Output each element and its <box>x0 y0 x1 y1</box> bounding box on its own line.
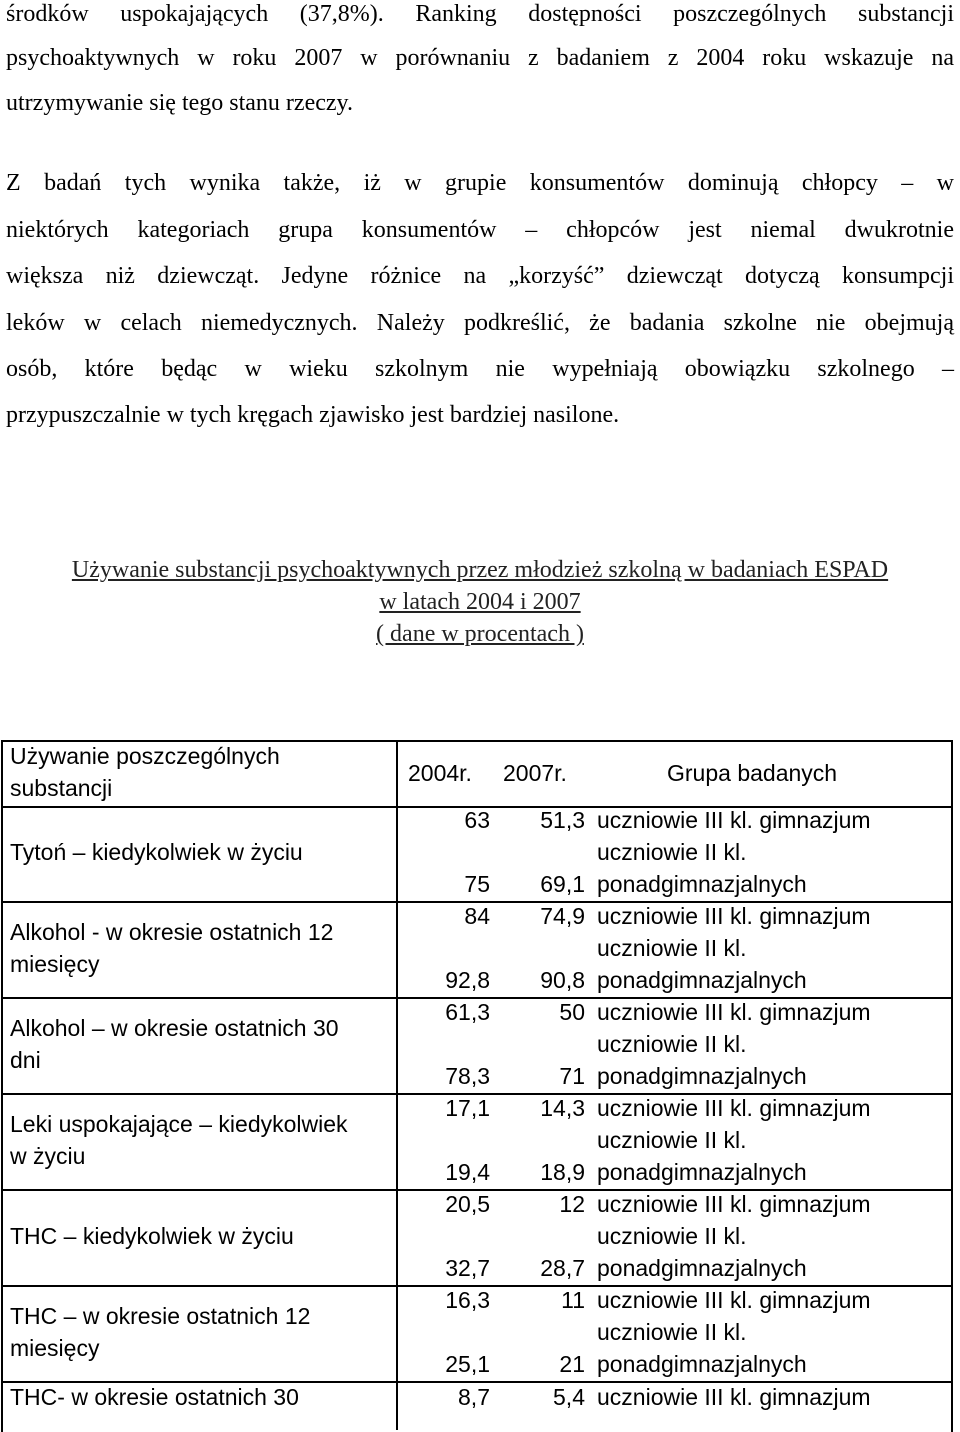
value-2007: 90,8 <box>540 967 585 993</box>
paragraph-2-line-2: niektórych kategoriach grupa konsumentów – chłopców jest niemal dwukrotnie <box>6 217 954 243</box>
paragraph-2-line-1: Z badań tych wynika także, iż w grupie konsumentów dominują chłopcy – w <box>6 170 954 196</box>
value-2007: 21 <box>559 1351 585 1377</box>
paragraph-1-line-2: psychoaktywnych w roku 2007 w porównaniu z badaniem z 2004 roku wskazuje na <box>6 45 954 71</box>
group-label: uczniowie II kl. <box>597 1223 747 1249</box>
value-2004: 17,1 <box>445 1095 490 1121</box>
paragraph-2-line-6: przypuszczalnie w tych kręgach zjawisko jest bardziej nasilone. <box>6 402 620 428</box>
value-2004: 25,1 <box>445 1351 490 1377</box>
row-label: Tytoń – kiedykolwiek w życiu <box>10 839 303 865</box>
paragraph-2-line-4: leków w celach niemedycznych. Należy podkreślić, że badania szkolne nie obejmują <box>6 310 954 336</box>
group-label: uczniowie III kl. gimnazjum <box>597 999 871 1025</box>
paragraph-2-line-5: osób, które będąc w wieku szkolnym nie wypełniają obowiązku szkolnego – <box>6 356 954 382</box>
group-label-cont: ponadgimnazjalnych <box>597 967 807 993</box>
paragraph-1-line-3: utrzymywanie się tego stanu rzeczy. <box>6 90 353 116</box>
value-2007: 5,4 <box>553 1384 585 1410</box>
value-2007: 51,3 <box>540 807 585 833</box>
header-group: Grupa badanych <box>667 760 838 786</box>
value-2004: 20,5 <box>445 1191 490 1217</box>
value-2004: 61,3 <box>445 999 490 1025</box>
group-label-cont: ponadgimnazjalnych <box>597 1255 807 1281</box>
group-label: uczniowie II kl. <box>597 935 747 961</box>
value-2007: 11 <box>561 1287 585 1313</box>
table-column-divider <box>396 740 398 1430</box>
value-2004: 78,3 <box>445 1063 490 1089</box>
value-2007: 18,9 <box>540 1159 585 1185</box>
group-label: uczniowie III kl. gimnazjum <box>597 1095 871 1121</box>
paragraph-2-line-3: większa niż dziewcząt. Jedyne różnice na „korzyść” dziewcząt dotyczą konsumpcji <box>6 263 954 289</box>
group-label-cont: ponadgimnazjalnych <box>597 1159 807 1185</box>
row-label: Leki uspokajające – kiedykolwiek w życiu <box>10 1111 348 1169</box>
group-label: uczniowie II kl. <box>597 1127 747 1153</box>
value-2007: 71 <box>559 1063 585 1089</box>
group-label: uczniowie II kl. <box>597 839 747 865</box>
row-label: Alkohol - w okresie ostatnich 12 miesięcy <box>10 919 334 977</box>
value-2004: 32,7 <box>445 1255 490 1281</box>
table-title-line-2: w latach 2004 i 2007 <box>379 589 581 615</box>
row-label: THC- w okresie ostatnich 30 <box>10 1384 299 1410</box>
value-2004: 19,4 <box>445 1159 490 1185</box>
value-2007: 69,1 <box>540 871 585 897</box>
row-label: THC – w okresie ostatnich 12 miesięcy <box>10 1303 311 1361</box>
row-label: Alkohol – w okresie ostatnich 30 dni <box>10 1015 339 1073</box>
group-label: uczniowie III kl. gimnazjum <box>597 1287 871 1313</box>
value-2007: 28,7 <box>540 1255 585 1281</box>
table-title-line-3: ( dane w procentach ) <box>376 621 584 647</box>
header-substance: Używanie poszczególnych substancji <box>10 743 280 801</box>
group-label-cont: ponadgimnazjalnych <box>597 871 807 897</box>
group-label: uczniowie III kl. gimnazjum <box>597 1191 871 1217</box>
value-2007: 50 <box>559 999 585 1025</box>
value-2004: 16,3 <box>445 1287 490 1313</box>
paragraph-1-line-1: środków uspokajających (37,8%). Ranking dostępności poszczególnych substancji <box>6 1 954 27</box>
value-2007: 14,3 <box>540 1095 585 1121</box>
value-2004: 63 <box>464 807 490 833</box>
row-label: THC – kiedykolwiek w życiu <box>10 1223 294 1249</box>
group-label-cont: ponadgimnazjalnych <box>597 1063 807 1089</box>
header-2007: 2007r. <box>503 760 567 786</box>
header-2004: 2004r. <box>408 760 472 786</box>
group-label: uczniowie II kl. <box>597 1319 747 1345</box>
group-label: uczniowie III kl. gimnazjum <box>597 1384 871 1410</box>
value-2004: 92,8 <box>445 967 490 993</box>
value-2004: 75 <box>464 871 490 897</box>
table-title-line-1: Używanie substancji psychoaktywnych przez młodzież szkolną w badaniach ESPAD <box>71 557 889 583</box>
value-2004: 84 <box>464 903 490 929</box>
group-label: uczniowie II kl. <box>597 1031 747 1057</box>
group-label: uczniowie III kl. gimnazjum <box>597 807 871 833</box>
group-label: uczniowie III kl. gimnazjum <box>597 903 871 929</box>
value-2007: 12 <box>559 1191 585 1217</box>
value-2004: 8,7 <box>458 1384 490 1410</box>
value-2007: 74,9 <box>540 903 585 929</box>
group-label-cont: ponadgimnazjalnych <box>597 1351 807 1377</box>
